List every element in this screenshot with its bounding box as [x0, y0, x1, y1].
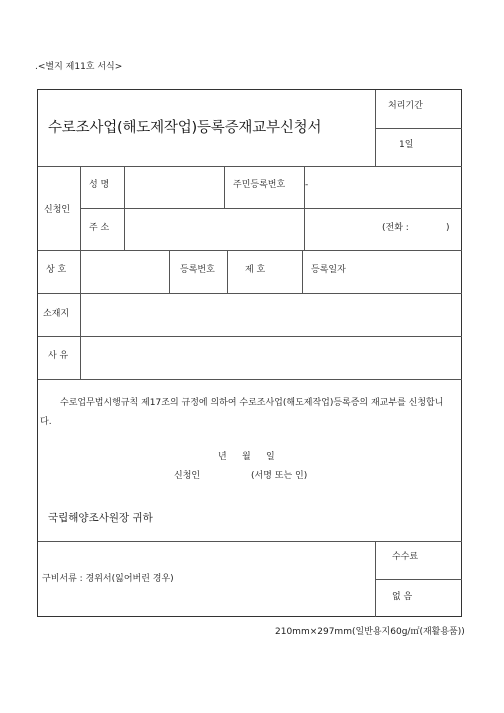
rule [169, 250, 170, 293]
registration-date-label: 등록일자 [311, 265, 346, 275]
rule [38, 166, 462, 167]
rule [38, 379, 462, 380]
required-documents: 구비서류 : 경위서(잃어버린 경우) [42, 574, 174, 584]
rule [38, 541, 462, 542]
processing-period-label: 처리기간 [388, 101, 423, 111]
phone-close: ) [446, 223, 450, 233]
reason-label: 사 유 [48, 351, 69, 361]
resident-number-label: 주민등록번호 [233, 180, 286, 190]
date-day-label: 일 [266, 452, 275, 462]
date-month-label: 월 [242, 452, 251, 462]
resident-number-field[interactable]: - [305, 180, 309, 190]
applicant-section-label: 신청인 [44, 205, 71, 215]
fee-label: 수수료 [392, 552, 419, 562]
rule [375, 128, 462, 129]
form-title: 수로조사업(해도제작업)등록증재교부신청서 [48, 120, 322, 136]
reason-field[interactable] [80, 336, 460, 378]
fee-value: 없 음 [392, 592, 413, 602]
signature-note: (서명 또는 인) [251, 471, 308, 481]
paper-spec: 210mm×297mm(일반용지60g/㎡(재활용품)) [275, 627, 465, 637]
location-label: 소재지 [43, 309, 70, 319]
rule [375, 579, 462, 580]
signature-label: 신청인 [174, 471, 201, 481]
rule [302, 250, 303, 293]
name-label: 성 명 [89, 180, 110, 190]
trade-name-field[interactable] [80, 250, 167, 292]
address-label: 주 소 [89, 223, 110, 233]
date-year-label: 년 [218, 452, 227, 462]
rule [224, 166, 225, 208]
location-field[interactable] [80, 293, 460, 335]
rule [227, 250, 228, 293]
registration-number-label: 등록번호 [180, 265, 215, 275]
processing-period-value: 1일 [399, 140, 414, 150]
recipient-office: 국립해양조사원장 귀하 [48, 512, 153, 524]
registration-number-field[interactable]: 제 호 [245, 265, 266, 275]
declaration-text: 수로업무법시행규칙 제17조의 규정에 의하여 수로조사업(해도제작업)등록증의 재교부를 신청합니다. [40, 398, 444, 427]
phone-label: (전화 : [382, 223, 409, 233]
form-number: .<별지 제11호 서식> [35, 62, 123, 72]
registration-date-field[interactable] [372, 250, 460, 292]
trade-name-label: 상 호 [46, 265, 67, 275]
rule [80, 208, 462, 209]
rule [375, 541, 376, 617]
name-field[interactable] [124, 168, 223, 208]
rule [375, 90, 376, 166]
